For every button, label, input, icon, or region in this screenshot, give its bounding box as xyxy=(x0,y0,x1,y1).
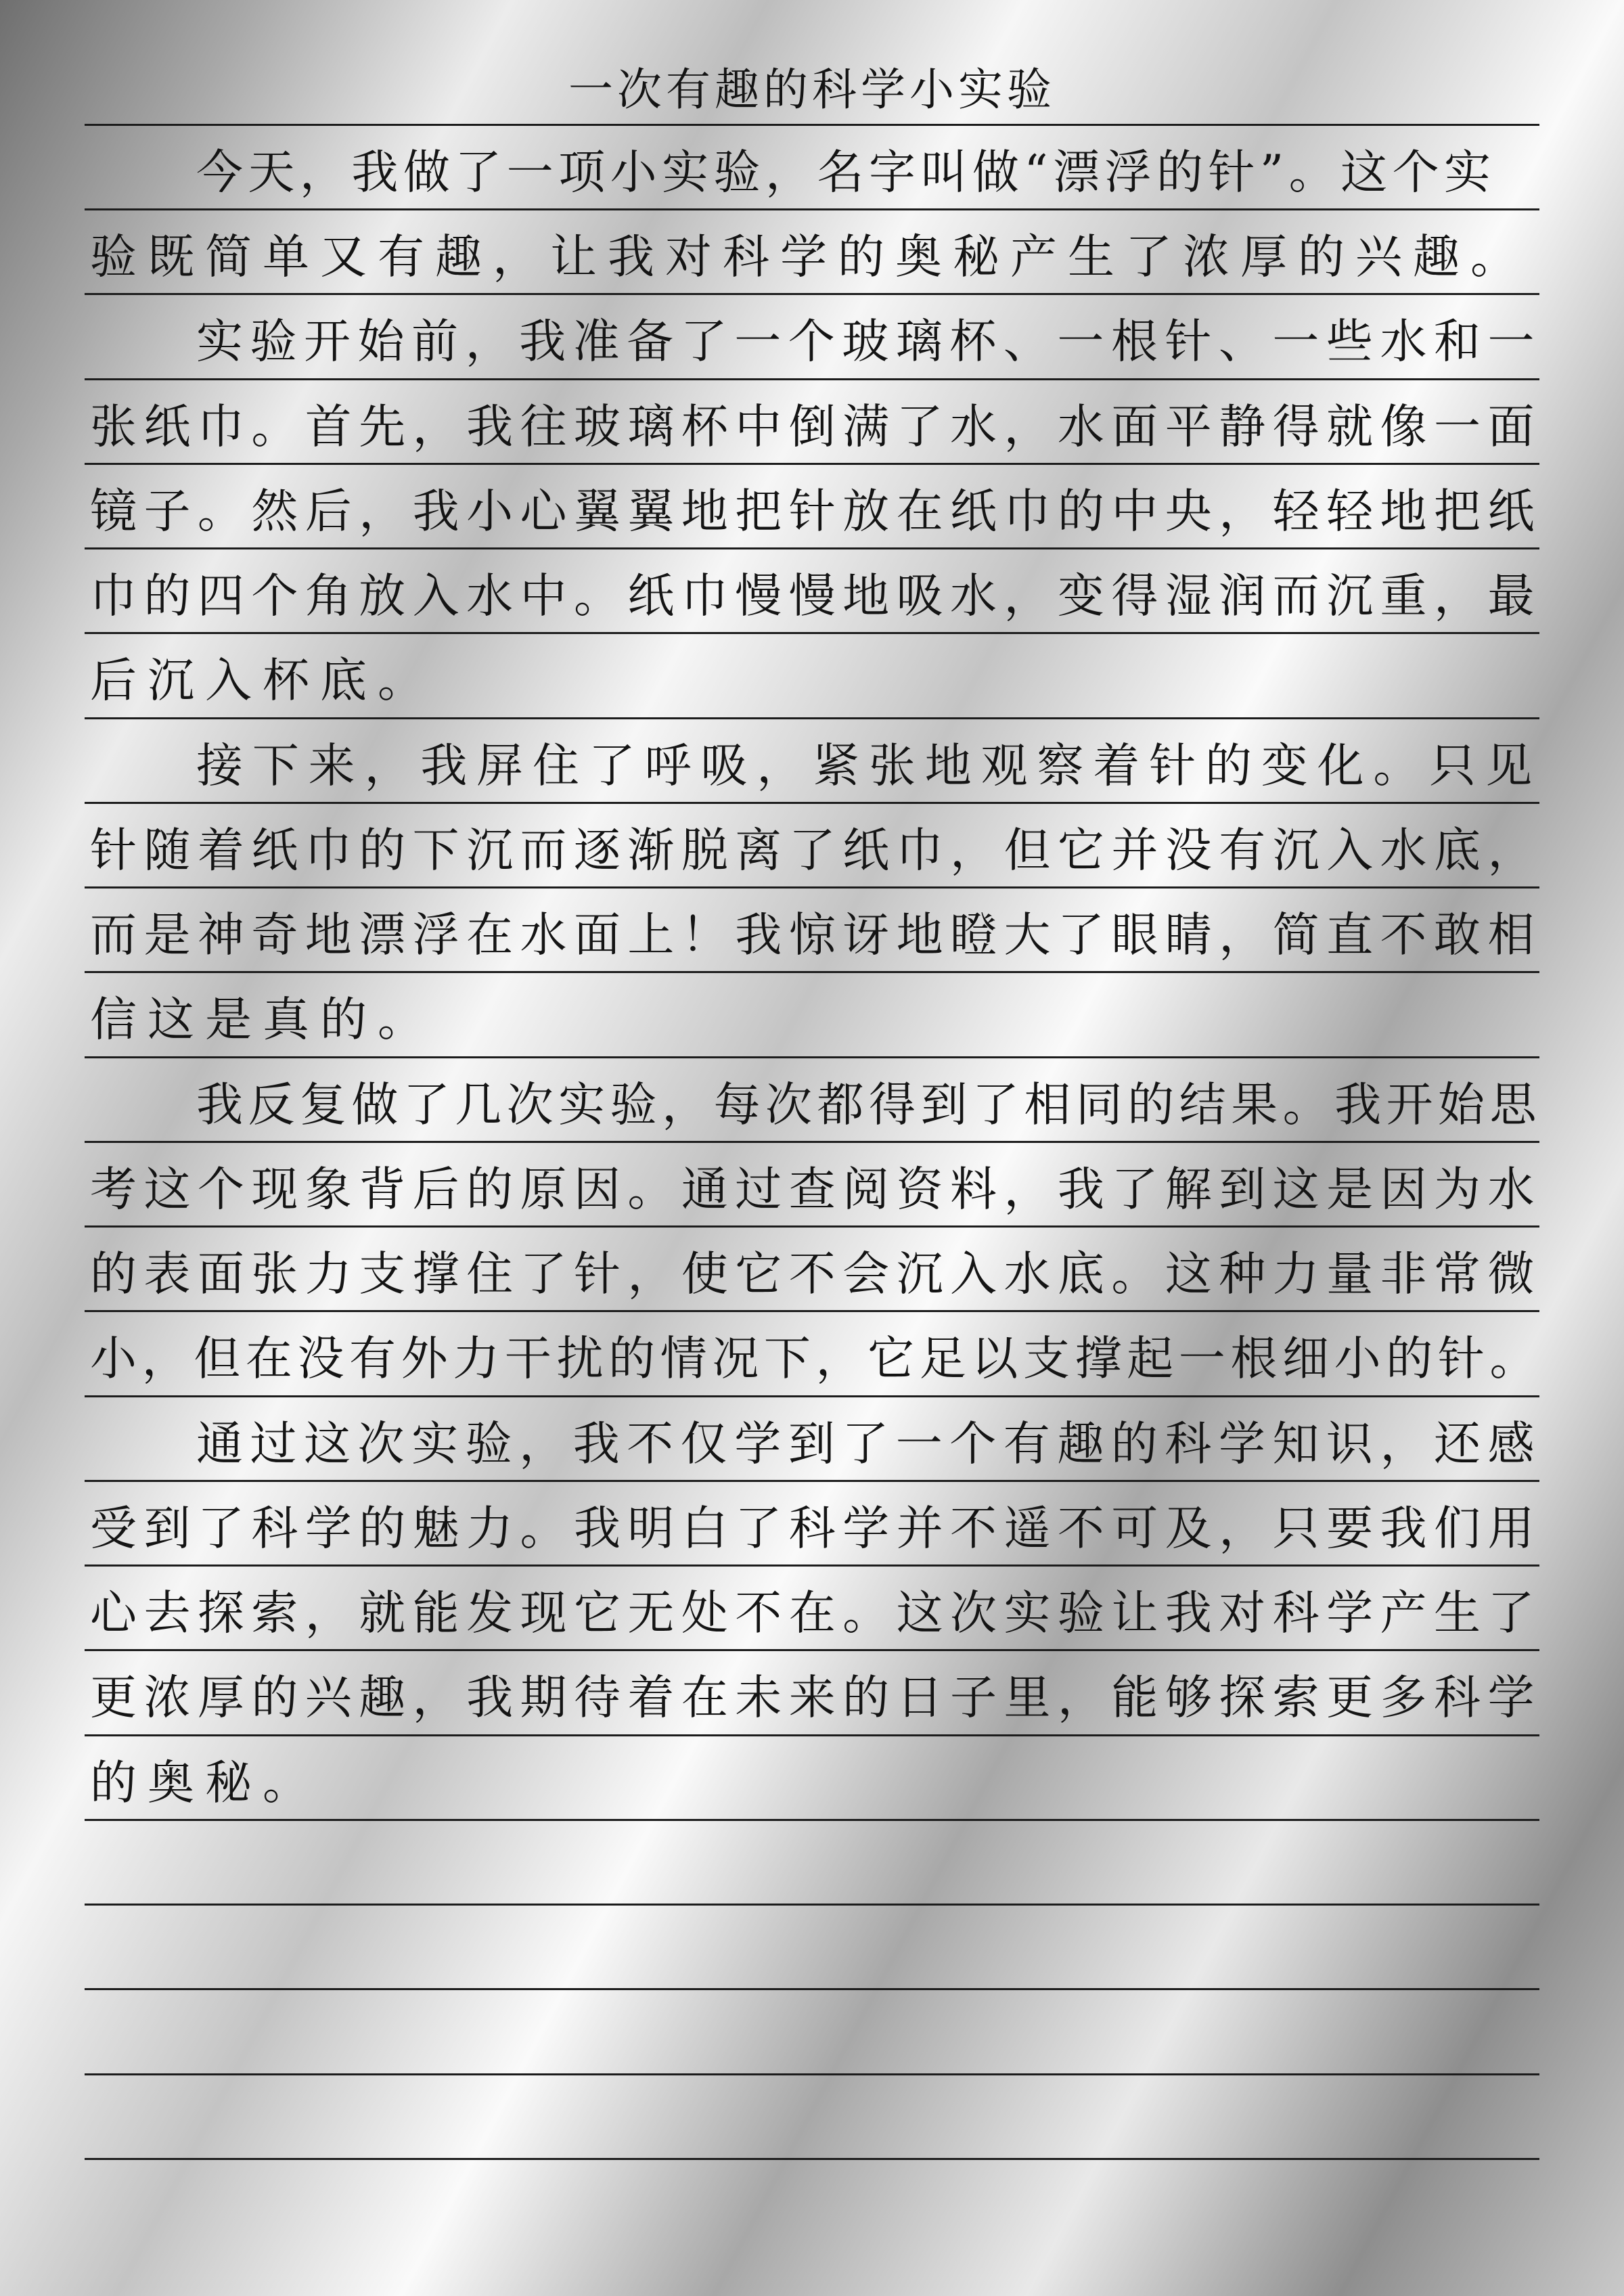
ruled-line xyxy=(85,378,1539,380)
essay-line: 通过这次实验，我不仅学到了一个有趣的科学知识，还感 xyxy=(196,1417,1541,1471)
essay-line: 小，但在没有外力干扰的情况下，它足以支撑起一根细小的针。 xyxy=(90,1332,1542,1386)
ruled-line xyxy=(85,293,1539,295)
essay-line: 张纸巾。首先，我往玻璃杯中倒满了水，水面平静得就像一面 xyxy=(90,400,1541,454)
ruled-line xyxy=(85,632,1539,634)
ruled-line xyxy=(85,208,1539,210)
ruled-line xyxy=(85,1310,1539,1312)
essay-line: 今天，我做了一项小实验，名字叫做“漂浮的针”。这个实 xyxy=(196,145,1496,200)
ruled-line xyxy=(85,971,1539,973)
ruled-line xyxy=(85,1225,1539,1228)
essay-line: 巾的四个角放入水中。纸巾慢慢地吸水，变得湿润而沉重，最 xyxy=(90,569,1541,623)
ruled-line xyxy=(85,2073,1539,2075)
ruled-line xyxy=(85,463,1539,465)
ruled-line xyxy=(85,1649,1539,1651)
essay-line: 信这是真的。 xyxy=(90,993,435,1047)
essay-line: 而是神奇地漂浮在水面上！我惊讶地瞪大了眼睛，简直不敢相 xyxy=(90,908,1541,962)
essay-line: 我反复做了几次实验，每次都得到了相同的结果。我开始思 xyxy=(196,1078,1541,1132)
essay-line: 的表面张力支撑住了针，使它不会沉入水底。这种力量非常微 xyxy=(90,1247,1541,1301)
essay-line: 受到了科学的魅力。我明白了科学并不遥不可及，只要我们用 xyxy=(90,1502,1541,1556)
essay-title: 一次有趣的科学小实验 xyxy=(568,64,1056,116)
essay-line: 验既简单又有趣，让我对科学的奥秘产生了浓厚的兴趣。 xyxy=(90,230,1528,284)
essay-line: 心去探索，就能发现它无处不在。这次实验让我对科学产生了 xyxy=(90,1586,1541,1640)
essay-line: 考这个现象背后的原因。通过查阅资料，我了解到这是因为水 xyxy=(90,1163,1541,1217)
ruled-line xyxy=(85,1734,1539,1736)
ruled-line xyxy=(85,1904,1539,1906)
ruled-line xyxy=(85,1819,1539,1821)
ruled-line xyxy=(85,1395,1539,1397)
ruled-line xyxy=(85,124,1539,126)
ruled-line xyxy=(85,717,1539,719)
essay-line: 镜子。然后，我小心翼翼地把针放在纸巾的中央，轻轻地把纸 xyxy=(90,485,1541,539)
ruled-line xyxy=(85,802,1539,804)
ruled-line xyxy=(85,886,1539,888)
ruled-line xyxy=(85,1988,1539,1990)
essay-line: 的奥秘。 xyxy=(90,1756,320,1810)
essay-line: 接下来，我屏住了呼吸，紧张地观察着针的变化。只见 xyxy=(196,739,1541,793)
ruled-line xyxy=(85,1480,1539,1482)
ruled-line xyxy=(85,2158,1539,2160)
essay-line: 更浓厚的兴趣，我期待着在未来的日子里，能够探索更多科学 xyxy=(90,1671,1541,1725)
ruled-line xyxy=(85,1141,1539,1143)
ruled-line xyxy=(85,1565,1539,1567)
essay-line: 针随着纸巾的下沉而逐渐脱离了纸巾，但它并没有沉入水底， xyxy=(90,824,1541,878)
ruled-line xyxy=(85,547,1539,549)
essay-line: 后沉入杯底。 xyxy=(90,654,435,708)
ruled-line xyxy=(85,1056,1539,1058)
essay-line: 实验开始前，我准备了一个玻璃杯、一根针、一些水和一 xyxy=(196,315,1541,369)
